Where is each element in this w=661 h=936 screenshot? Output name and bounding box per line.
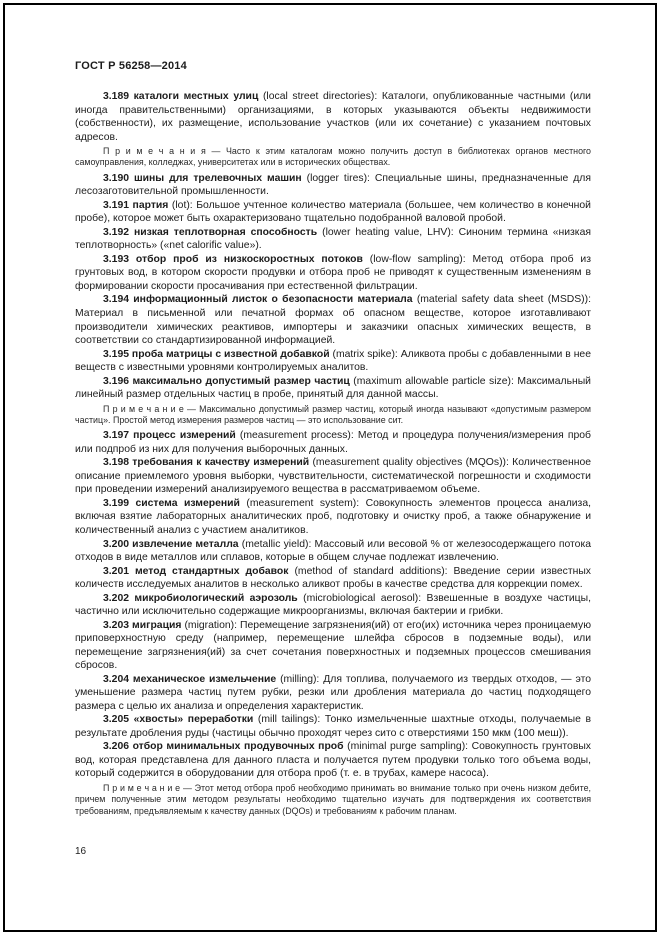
term-definition: (maximum allowable particle size): Максимальный линейный размер отдельных частиц в пробе, принятый для данной массы. [75, 375, 591, 401]
term-title: 3.198 требования к качеству измерений [103, 457, 310, 469]
term-entry [75, 456, 591, 497]
term-definition: (minimal purge sampling): Совокупность грунтовых вод, которая представлена для данного пласта и получается путем продувки только того объема воды, который содержится в оборудовании для отбора проб (т. е. в трубах, камере насоса). [75, 741, 591, 780]
term-definition: (low-flow sampling): Метод отбора проб из грунтовых вод, в котором скорости продувки и отбора проб не приводят к существенным изменениям в формировании скорости просачивания при естественной фильтрации. [75, 253, 591, 292]
term-definition: (measurement quality objectives (MQOs)): Количественное описание приемлемого уровня выборки, чувствительности, систематической погрешности и сходимости при проведении измерений анализируемого вещества в рассматриваемом объеме. [75, 457, 592, 496]
term-title: 3.201 метод стандартных добавок [103, 565, 289, 577]
note-entry [75, 404, 591, 427]
term-title: 3.193 отбор проб из низкоскоростных потоков [103, 253, 363, 265]
term-definition: (matrix spike): Аликвота пробы с добавленными в нее веществ с известными уровнями контролируемых аналитов. [75, 348, 591, 374]
term-definition: (measurement system): Совокупность элементов процесса анализа, включая взятие лабораторных аналитических проб, подготовку и очистку проб, а также обнаружение и количественный анализ с участием аналитиков. [75, 497, 591, 536]
term-entry [75, 740, 591, 781]
term-title: 3.192 низкая теплотворная способность [103, 226, 318, 238]
term-entry [75, 619, 591, 673]
term-title: 3.197 процесс измерений [103, 430, 236, 442]
note-label: П р и м е ч а н и е [103, 782, 181, 793]
term-entry [75, 90, 591, 144]
term-entry [75, 375, 591, 402]
term-title: 3.196 максимально допустимый размер частиц [103, 375, 350, 387]
note-text: — Максимально допустимый размер частиц, который иногда называют «допустимым размером частиц». Простой метод измерения размеров частиц — это использование сит. [75, 403, 592, 425]
term-title: 3.190 шины для трелевочных машин [103, 172, 302, 184]
term-title: 3.199 система измерений [103, 497, 240, 509]
term-entry [75, 673, 591, 714]
term-definition: (migration): Перемещение загрязнения(ий) от его(их) источника через проницаемую приповерхностную среду (например, перемещение шлейфа сбросов в подземные воды), или перемещение загрязнения(ий) за счет сочетания поверхностных и подземных процессов смешивания сбросов. [75, 619, 591, 672]
term-title: 3.191 партия [103, 199, 169, 211]
term-title: 3.194 информационный листок о безопасности материала [103, 294, 413, 306]
term-definition: (method of standard additions): Введение серии известных количеств исследуемых аналитов в несколько аликвот пробы в качестве средства для коррекции помех. [75, 565, 591, 591]
term-entry [75, 199, 591, 226]
term-title: 3.203 миграция [103, 619, 182, 631]
term-title: 3.205 «хвосты» переработки [103, 714, 254, 726]
document-header: ГОСТ Р 56258—2014 [75, 60, 187, 72]
term-definition: (metallic yield): Массовый или весовой % от железосодержащего потока отходов в виде металлов или сплавов, которые в общем случае подлежат извлечению. [75, 538, 591, 564]
term-title: 3.202 микробиологический аэрозоль [103, 592, 298, 604]
note-label: П р и м е ч а н и е [103, 403, 184, 414]
term-definition: (lot): Большое учтенное количество материала (большее, чем количество в конечной пробе), которое может быть охарактеризовано тщательно подобранной валовой пробой. [75, 199, 591, 225]
term-entry [75, 497, 591, 538]
term-title: 3.200 извлечение металла [103, 538, 239, 550]
term-entry [75, 713, 591, 740]
term-definition: (milling): Для топлива, получаемого из твердых отходов, — это уменьшение размера частиц путем рубки, резки или дробления материала до частиц подходящего размера с целью их анализа и определения характеристик. [75, 673, 591, 712]
term-definition: (measurement process): Метод и процедура получения/измерения проб или подпроб из них для получения выборочных данных. [75, 430, 591, 455]
term-definition: (mill tailings): Тонко измельченные шахтные отходы, получаемые в результате дробления руды (частицы обычно проходят через сито с отверстиями 150 мкм (100 меш)). [75, 714, 591, 739]
note-label: П р и м е ч а н и я [103, 146, 206, 157]
term-entry [75, 172, 591, 199]
term-definition: (logger tires): Специальные шины, предназначенные для лесозаготовительной промышленности. [75, 172, 592, 198]
document-content [75, 90, 591, 820]
term-entry [75, 226, 591, 253]
term-title: 3.204 механическое измельчение [103, 673, 277, 685]
note-text: — Часто к этим каталогам можно получить доступ в библиотеках органов местного самоуправления, колледжах, университетах или в исторических обществах. [75, 146, 591, 168]
note-entry [75, 146, 591, 169]
term-title: 3.195 проба матрицы с известной добавкой [103, 348, 330, 360]
term-definition: (local street directories): Каталоги, опубликованные частными (или иногда правительственными) организациями, в которых указываются объекты недвижимости (собственности), их размещение, использование участков (или их сочетание) с указанием почтовых адресов. [75, 91, 591, 143]
term-title: 3.206 отбор минимальных продувочных проб [103, 741, 344, 753]
term-entry [75, 592, 591, 619]
term-entry [75, 293, 591, 347]
term-entry [75, 538, 591, 565]
term-definition: (microbiological aerosol): Взвешенные в воздухе частицы, частично или исключительно содержащие микроорганизмы, включая бактерии и грибки. [75, 592, 591, 618]
note-entry [75, 783, 591, 817]
page-number: 16 [75, 846, 87, 857]
term-entry [75, 253, 591, 294]
term-definition: (material safety data sheet (MSDS)): Материал в письменной или печатной формах об опасном веществе, которое изготавливают производители химических реактивов, импортеры и заказчики опасных химических веществ, в соответствии со стандартизированной информацией. [75, 294, 591, 347]
term-entry [75, 348, 591, 375]
term-entry [75, 565, 591, 592]
note-text: — Этот метод отбора проб необходимо принимать во внимание только при очень низком дебите, причем полученные этим методом результаты необходимо тщательно изучать для подтверждения их соответствия требованиям, предъявляемым к качеству данных (DQOs) и требованиям к рабочим планам. [75, 782, 592, 816]
term-entry [75, 429, 591, 456]
term-title: 3.189 каталоги местных улиц [103, 91, 259, 102]
term-definition: (lower heating value, LHV): Синоним термина «низкая теплотворность» («net calorific value»). [75, 226, 591, 252]
